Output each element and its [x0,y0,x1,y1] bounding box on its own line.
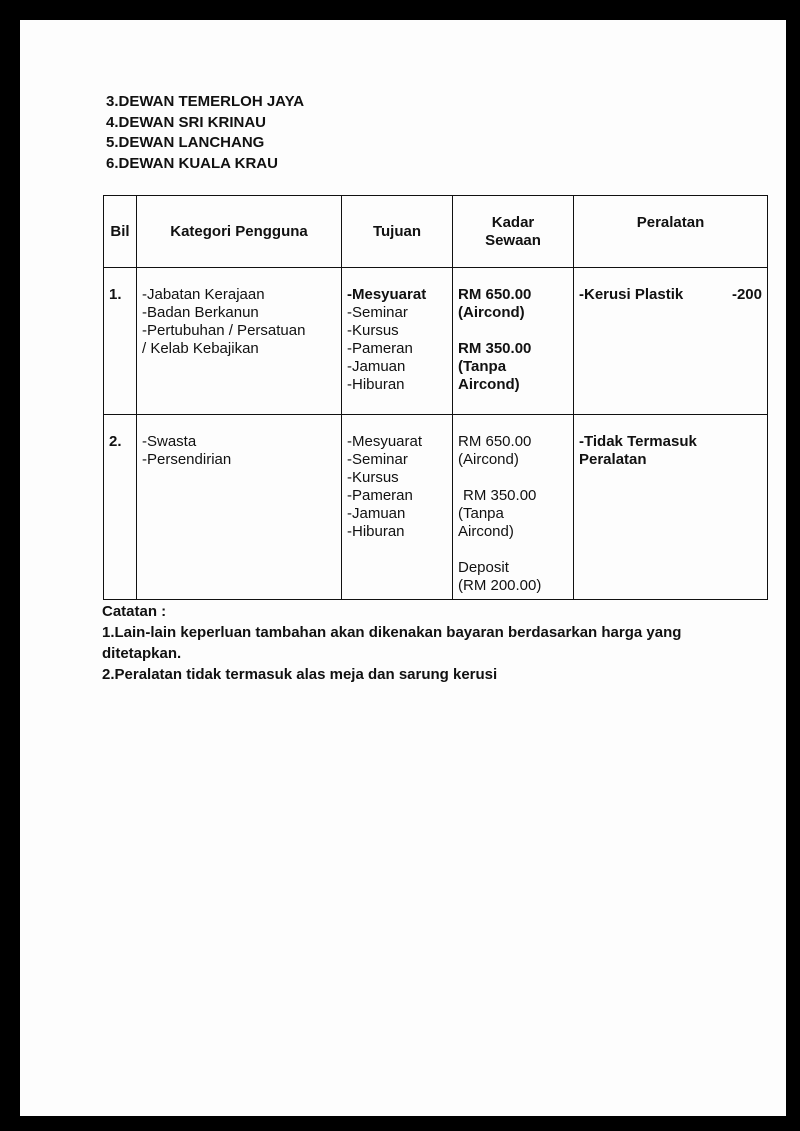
purpose-item: -Seminar [347,451,408,468]
hall-item: 5.DEWAN LANCHANG [106,134,265,151]
purpose-item: -Mesyuarat [347,433,423,450]
table-row [104,415,768,600]
rate-no-aircond-note: Aircond) [458,376,520,393]
purpose-item: -Hiburan [347,376,405,393]
hall-item: 6.DEWAN KUALA KRAU [106,154,278,172]
rate-no-aircond: RM 350.00 [458,340,532,357]
header-kadar-line1: Kadar [491,213,535,231]
purpose-item: -Pameran [347,487,413,504]
purpose-item: -Seminar [347,304,408,321]
user-category-cell [137,415,342,600]
rate-no-aircond-note: Aircond) [458,523,514,540]
header-kategori: Kategori Pengguna [137,196,342,268]
table-row [104,268,768,415]
user-category-cell [137,268,342,415]
category-item: -Persendirian [142,451,232,468]
header-bil: Bil [104,196,137,268]
notes-section [102,601,742,685]
rental-rate-cell [453,268,574,415]
rate-no-aircond-note: (Tanpa [458,358,507,375]
note-item: 2.Peralatan tidak termasuk alas meja dan sarung kerusi [102,666,498,683]
header-kadar-line2: Sewaan [485,231,541,249]
purpose-item: -Jamuan [347,505,406,522]
hall-item: 3.DEWAN TEMERLOH JAYA [106,93,305,110]
rate-no-aircond: RM 350.00 [463,487,537,504]
rate-aircond: RM 650.00 [458,433,532,450]
rental-rates-table [103,195,768,600]
equipment-note: -Tidak Termasuk [579,433,697,450]
note-item: 1.Lain-lain keperluan tambahan akan dikenakan bayaran berdasarkan harga yang ditetapkan. [102,624,682,662]
equipment-name: -Kerusi Plastik [579,286,684,303]
category-item: -Swasta [142,433,197,450]
notes-title: Catatan : [102,603,167,620]
equipment-note: Peralatan [579,451,647,468]
purpose-cell [342,268,453,415]
header-tujuan: Tujuan [342,196,453,268]
document-page [20,20,786,1116]
rate-aircond-note: (Aircond) [458,451,519,468]
category-item: / Kelab Kebajikan [142,340,259,357]
header-peralatan: Peralatan [574,196,768,268]
deposit-label: Deposit [458,559,509,576]
hall-list [106,92,304,174]
purpose-item: -Jamuan [347,358,406,375]
row-number: 2. [104,415,137,600]
deposit-amount: (RM 200.00) [458,577,542,594]
table-header-row [104,196,768,268]
rate-no-aircond-note: (Tanpa [458,505,504,522]
purpose-item: -Mesyuarat [347,286,427,303]
purpose-item: -Kursus [347,322,399,339]
purpose-cell [342,415,453,600]
category-item: -Badan Berkanun [142,304,259,321]
category-item: -Pertubuhan / Persatuan [142,322,306,339]
row-number: 1. [104,268,137,415]
header-kadar [453,196,574,268]
purpose-item: -Kursus [347,469,399,486]
equipment-qty: -200 [731,286,762,303]
purpose-item: -Hiburan [347,523,405,540]
category-item: -Jabatan Kerajaan [142,286,265,303]
equipment-cell [574,415,768,600]
rate-aircond: RM 650.00 [458,286,532,303]
hall-item: 4.DEWAN SRI KRINAU [106,113,267,131]
equipment-cell [574,268,768,415]
purpose-item: -Pameran [347,340,413,357]
rental-rate-cell [453,415,574,600]
equipment-item [579,286,762,304]
rate-aircond-note: (Aircond) [458,304,525,321]
